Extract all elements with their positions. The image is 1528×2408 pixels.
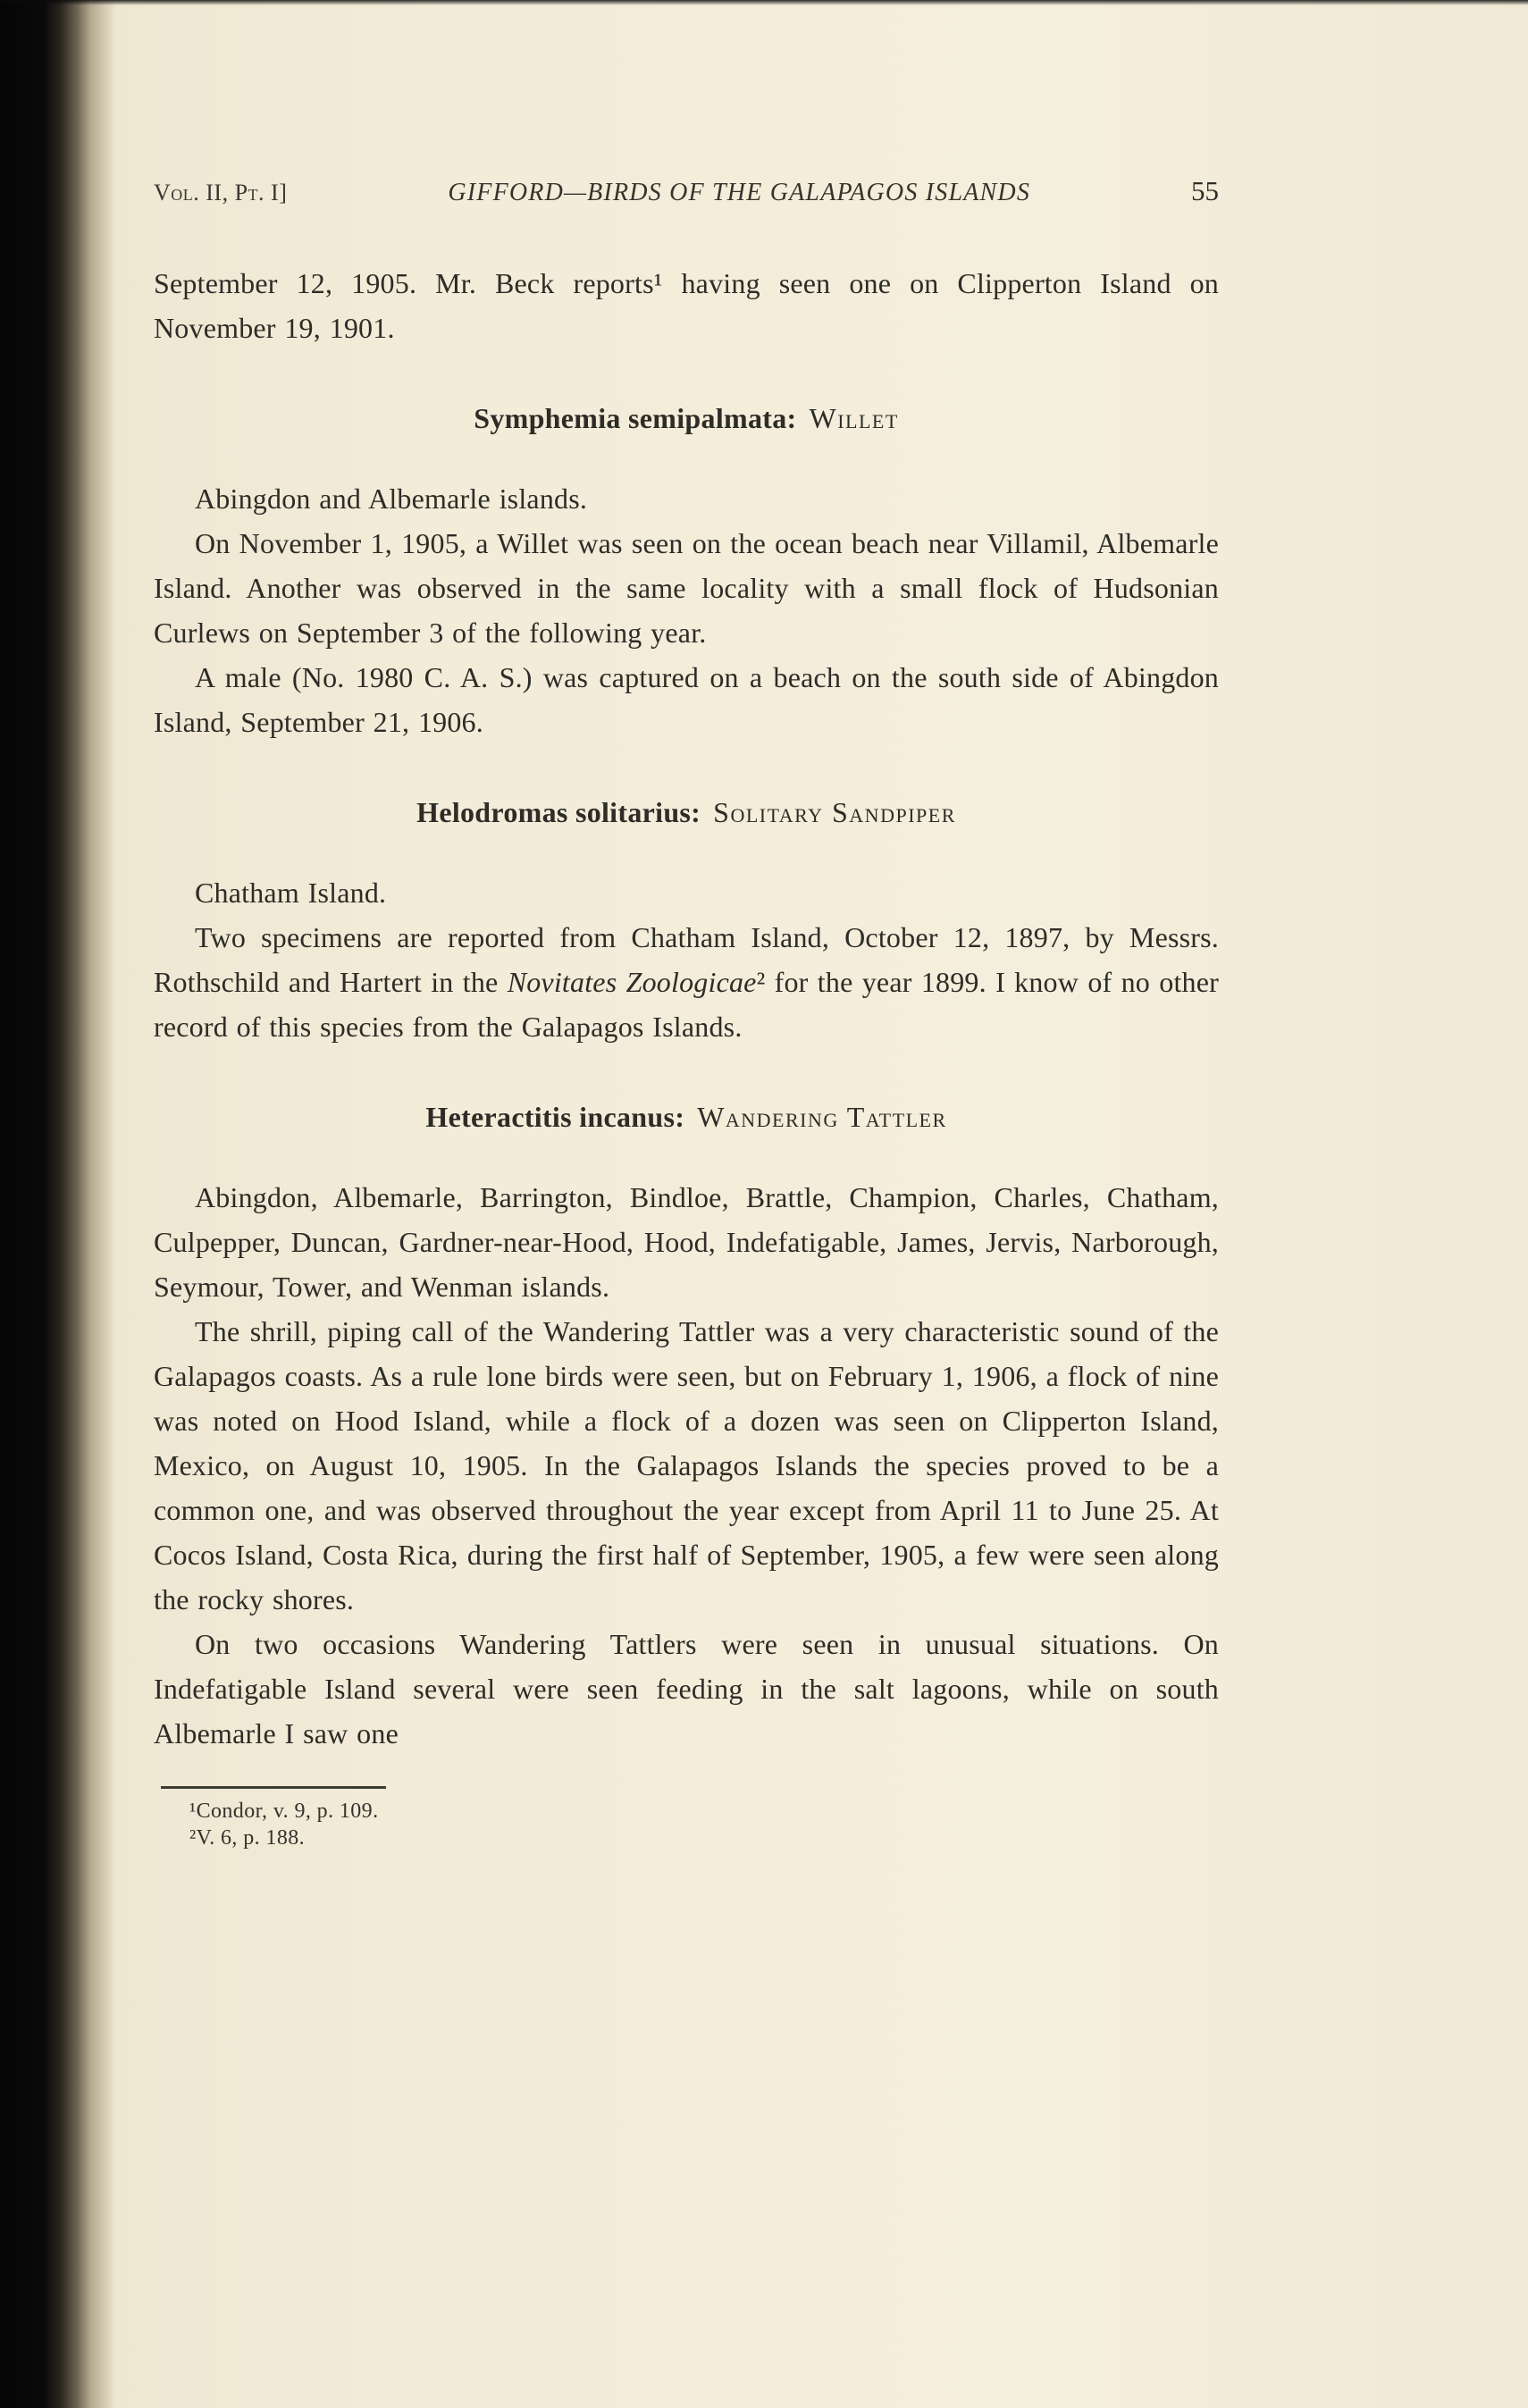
intro-paragraph: September 12, 1905. Mr. Beck reports¹ having seen one on Clipperton Island on November 19, 1901. xyxy=(154,267,1219,344)
running-head xyxy=(154,175,1219,207)
header-title: GIFFORD—BIRDS OF THE GALAPAGOS ISLANDS xyxy=(448,179,1031,206)
paragraph: Abingdon, Albemarle, Barrington, Bindloe, Brattle, Champion, Charles, Chatham, Culpepper, Duncan, Gardner-near-Hood, Hood, Indefatigable, James, Jervis, Narborough, Seymour, Tower, and Wenman islands. xyxy=(154,1181,1219,1303)
scan-binding-edge xyxy=(0,0,116,2408)
species-common-name: Willet xyxy=(809,402,899,434)
species-common-name: Solitary Sandpiper xyxy=(713,796,956,828)
section-heading-wandering-tattler xyxy=(154,1101,1219,1134)
paragraph: On two occasions Wandering Tattlers were seen in unusual situations. On Indefatigable Island several were seen feeding in the salt lagoons, while on south Albemarle I saw one xyxy=(154,1628,1219,1749)
header-volume: Vol. II, Pt. I] xyxy=(154,180,288,206)
footnote: ¹Condor, v. 9, p. 109. xyxy=(189,1800,379,1823)
section-heading-solitary-sandpiper xyxy=(154,796,1219,829)
section-heading-willet xyxy=(154,402,1219,435)
species-latin-name: Helodromas solitarius: xyxy=(416,796,701,828)
species-common-name: Wandering Tattler xyxy=(697,1101,947,1133)
page-content xyxy=(154,175,1219,1851)
footnote-divider xyxy=(161,1786,386,1789)
paragraph: A male (No. 1980 C. A. S.) was captured on a beach on the south side of Abingdon Island, September 21, 1906. xyxy=(154,661,1219,738)
paragraph: Abingdon and Albemarle islands. xyxy=(195,482,588,515)
species-latin-name: Heteractitis incanus: xyxy=(425,1101,685,1133)
footnote: ²V. 6, p. 188. xyxy=(189,1826,306,1850)
species-latin-name: Symphemia semipalmata: xyxy=(474,402,797,434)
paragraph: On November 1, 1905, a Willet was seen on the ocean beach near Villamil, Albemarle Island. Another was observed in the same locality with a small flock of Hudsonian Curlews on September 3 of the following year. xyxy=(154,527,1219,649)
footnotes-block xyxy=(154,1786,1219,1851)
paragraph: The shrill, piping call of the Wandering Tattler was a very characteristic sound of the Galapagos coasts. As a rule lone birds were seen, but on February 1, 1906, a flock of nine was noted on Hood Island, while a flock of a dozen was seen on Clipperton Island, Mexico, on August 10, 1905. In the Galapagos Islands the species proved to be a common one, and was observed throughout the year except from April 11 to June 25. At Cocos Island, Costa Rica, during the first half of September, 1905, a few were seen along the rocky shores. xyxy=(154,1315,1219,1615)
paragraph: Chatham Island. xyxy=(195,877,387,909)
header-page-number: 55 xyxy=(1191,175,1219,206)
scan-top-edge xyxy=(0,0,1528,5)
paragraph: Two specimens are reported from Chatham Island, October 12, 1897, by Messrs. Rothschild and Hartert in the Novitates Zoologicae² for the year 1899. I know of no other record of this species from the Galapagos Islands. xyxy=(154,921,1220,1043)
